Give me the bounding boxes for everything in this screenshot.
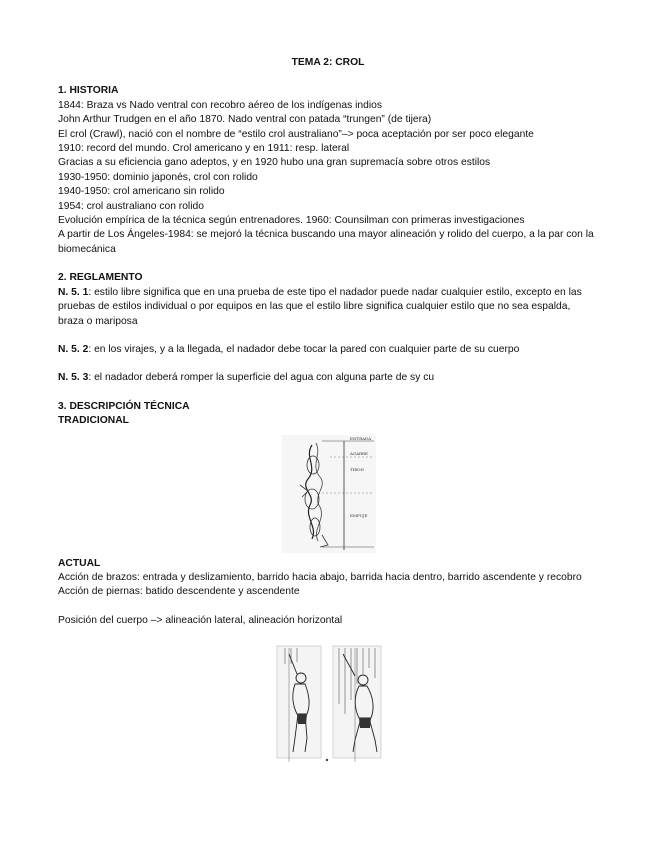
historia-line: 1910: record del mundo. Crol americano y en 1911: resp. lateral (58, 143, 350, 155)
historia-line: 1844: Braza vs Nado ventral con recobro aéreo de los indígenas indios (58, 99, 382, 111)
label-agarre: AGARRE (350, 450, 368, 456)
document-page (58, 56, 598, 764)
rule-label: N. 5. 3 (58, 372, 89, 384)
historia-line: 1930-1950: dominio japonés, crol con rolido (58, 171, 258, 183)
historia-line: El crol (Crawl), nació con el nombre de “estilo crol australiano”–> poca aceptación por ser poco elegante (58, 128, 534, 140)
reglamento-heading: 2. REGLAMENTO (58, 272, 143, 284)
rule-text: : estilo libre significa que en una prueba de este tipo el nadador puede nadar cualquier estilo, excepto en las pruebas de estilos individual o por equipos en las que el estilo libre significa cualquier estilo que no sea espalda, braza o mariposa (58, 286, 582, 327)
document-title: TEMA 2: CROL (291, 57, 365, 68)
label-empuje: EMPUJE (350, 512, 368, 518)
posicion-line: Posición del cuerpo –> alineación lateral, alineación horizontal (58, 614, 343, 626)
tradicional-subheading: TRADICIONAL (58, 415, 129, 427)
rule-text: : en los virajes, y a la llegada, el nadador debe tocar la pared con cualquier parte de su cuerpo (88, 343, 520, 355)
actual-subheading: ACTUAL (58, 557, 101, 569)
label-entrada: ENTRADA (350, 435, 372, 441)
rule-paragraph (58, 371, 598, 385)
body-position-figure (275, 644, 385, 764)
historia-line: 1954: crol australiano con rolido (58, 200, 204, 212)
brazos-line: Acción de brazos: entrada y deslizamiento, barrido hacia abajo, barrida hacia dentro, barrido ascendente y recobro (58, 571, 582, 583)
descripcion-heading: 3. DESCRIPCIÓN TÉCNICA (58, 400, 190, 412)
historia-heading: 1. HISTORIA (58, 85, 119, 97)
rule-label: N. 5. 2 (58, 343, 89, 355)
piernas-line: Acción de piernas: batido descendente y ascendente (58, 586, 300, 598)
traditional-stroke-figure (282, 435, 376, 553)
historia-line: 1940-1950: crol americano sin rolido (58, 186, 225, 198)
historia-line: A partir de Los Ángeles-1984: se mejoró la técnica buscando una mayor alineación y rolido del cuerpo, a la par con la biomecánica (58, 229, 594, 255)
label-tiron: TIRON (350, 466, 365, 472)
rule-paragraph (58, 286, 598, 329)
historia-line: John Arthur Trudgen en el año 1870. Nado ventral con patada “trungen” (de tijera) (58, 114, 432, 126)
rule-text: : el nadador deberá romper la superficie del agua con alguna parte de sy cu (88, 372, 435, 384)
rule-paragraph (58, 343, 598, 357)
rule-label: N. 5. 1 (58, 286, 89, 298)
historia-line: Evolución empírica de la técnica según entrenadores. 1960: Counsilman con primeras investigaciones (58, 215, 525, 227)
historia-line: Gracias a su eficiencia gano adeptos, y en 1920 hubo una gran supremacía sobre otros estilos (58, 157, 491, 169)
